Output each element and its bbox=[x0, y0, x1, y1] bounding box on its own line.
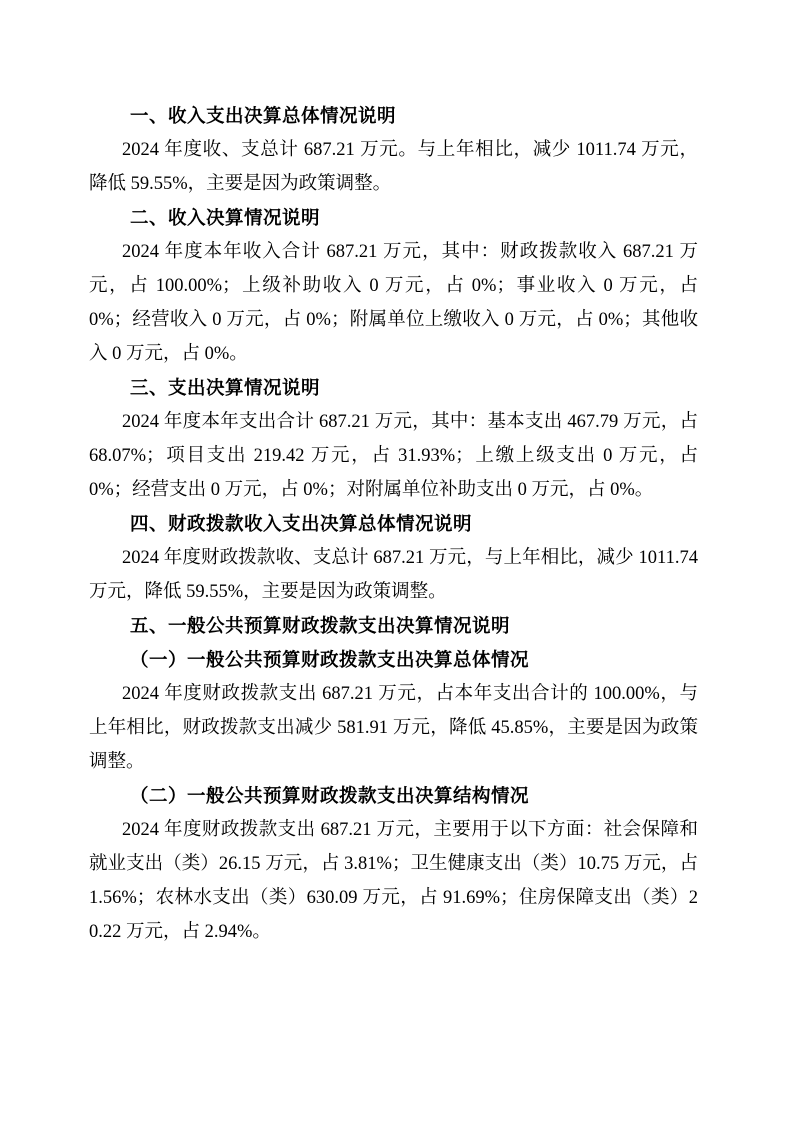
section-5-heading: 五、一般公共预算财政拨款支出决算情况说明 bbox=[130, 615, 511, 636]
section-5-subheading-2: （二）一般公共预算财政拨款支出决算结构情况 bbox=[130, 785, 530, 806]
section-2-paragraph: 2024 年度本年收入合计 687.21 万元，其中：财政拨款收入 687.21 万元，占 100.00%；上级补助收入 0 万元，占 0%；事业收入 0 万元，占 0%；经营收入 0 万元，占 0%；附属单位上缴收入 0 万元，占 0%；其他收入 0 万元，占 0%。 bbox=[89, 242, 698, 364]
section-4-paragraph: 2024 年度财政拨款收、支总计 687.21 万元，与上年相比，减少 1011.74 万元，降低 59.55%，主要是因为政策调整。 bbox=[89, 548, 698, 602]
section-5-subheading-1: （一）一般公共预算财政拨款支出决算总体情况 bbox=[130, 649, 530, 670]
section-1-heading: 一、收入支出决算总体情况说明 bbox=[130, 105, 397, 126]
section-4-heading: 四、财政拨款收入支出决算总体情况说明 bbox=[130, 513, 473, 534]
section-2-heading: 二、收入决算情况说明 bbox=[130, 207, 321, 228]
section-5-subsection-2-paragraph: 2024 年度财政拨款支出 687.21 万元，主要用于以下方面：社会保障和就业支出（类）26.15 万元，占 3.81%；卫生健康支出（类）10.75 万元，占 1.56%；农林水支出（类）630.09 万元，占 91.69%；住房保障支出（类）20.22 万元，占 2.94%。 bbox=[89, 820, 698, 942]
section-5-subsection-1-paragraph: 2024 年度财政拨款支出 687.21 万元，占本年支出合计的 100.00%，与上年相比，财政拨款支出减少 581.91 万元，降低 45.85%，主要是因为政策调整。 bbox=[89, 684, 698, 772]
section-1-paragraph: 2024 年度收、支总计 687.21 万元。与上年相比，减少 1011.74 万元，降低 59.55%，主要是因为政策调整。 bbox=[89, 140, 698, 194]
section-3-heading: 三、支出决算情况说明 bbox=[130, 377, 321, 398]
section-3-paragraph: 2024 年度本年支出合计 687.21 万元，其中：基本支出 467.79 万元，占 68.07%；项目支出 219.42 万元，占 31.93%；上缴上级支出 0 万元，占 0%；经营支出 0 万元，占 0%；对附属单位补助支出 0 万元，占 0%。 bbox=[89, 412, 698, 500]
